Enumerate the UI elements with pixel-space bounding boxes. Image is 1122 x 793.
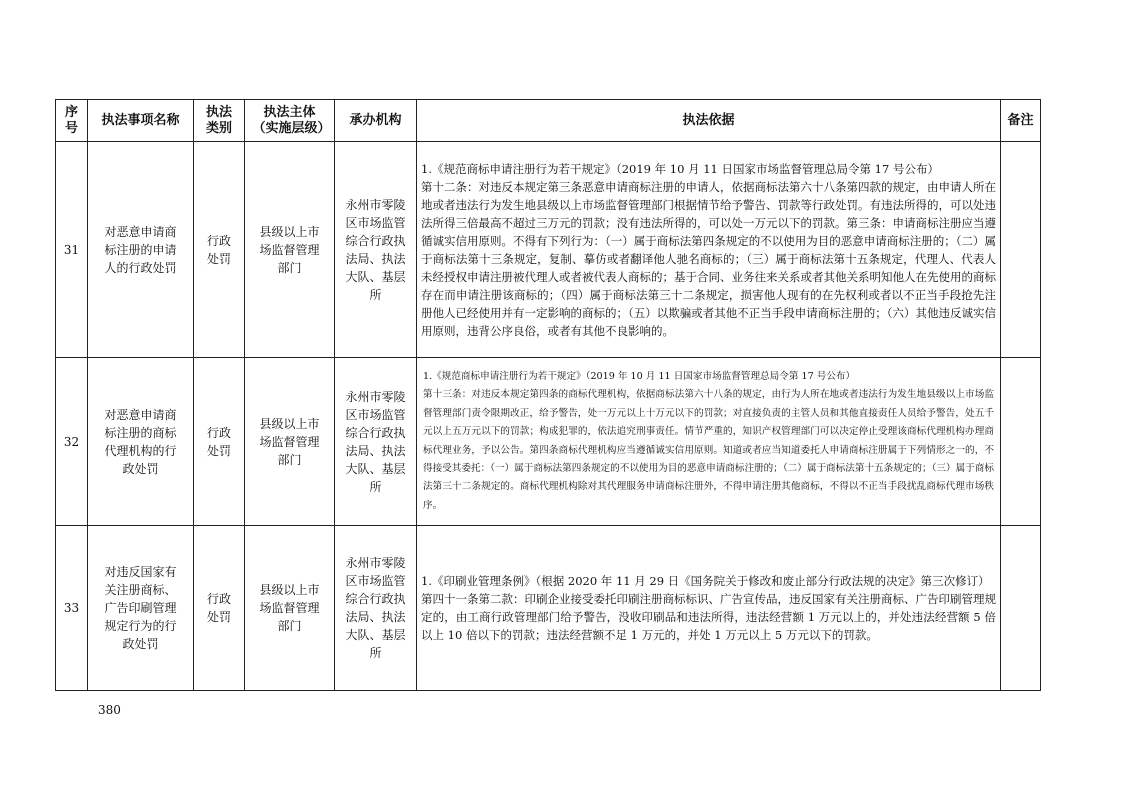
header-row (56, 100, 1041, 142)
row-no: 31 (56, 142, 88, 358)
basis-title: 1.《规范商标申请注册行为若干规定》（2019 年 10 月 11 日国家市场监督管理总局令第 17 号公布） (421, 161, 939, 176)
row-note (1001, 142, 1041, 358)
table-row (56, 142, 1041, 358)
row-name: 对违反国家有关注册商标、广告印刷管理规定行为的行政处罚 (88, 526, 194, 691)
basis-body: 第四十一条第二款：印刷企业接受委托印刷注册商标标识、广告宣传品，违反国家有关注册商标、广告印刷管理规定的，由工商行政管理部门给予警告，没收印刷品和违法所得，违法经营额 1 万元以上的，并处违法经营额 5 倍以上 10 倍以下的罚款；违法经营额不足 1 万元的，并处 1 万元以上 5 万元以下的罚款。 (421, 592, 996, 642)
row-type: 行政处罚 (194, 526, 245, 691)
page-number: 380 (98, 703, 121, 717)
header-name: 执法事项名称 (88, 100, 194, 142)
row-name: 对恶意申请商标注册的申请人的行政处罚 (88, 142, 194, 358)
row-subject: 县级以上市场监督管理部门 (245, 358, 335, 526)
row-basis (417, 358, 1001, 526)
row-no: 32 (56, 358, 88, 526)
row-org: 永州市零陵区市场监管综合行政执法局、执法大队、基层所 (335, 526, 417, 691)
basis-body: 第十二条：对违反本规定第三条恶意申请商标注册的申请人，依据商标法第六十八条第四款的规定，由申请人所在地或者违法行为发生地县级以上市场监督管理部门根据情节给予警告、罚款等行政处罚。有违法所得的，可以处违法所得三倍最高不超过三万元的罚款；没有违法所得的，可以处一万元以下的罚款。第三条：申请商标注册应当遵循诚实信用原则。不得有下列行为：（一）属于商标法第四条规定的不以使用为目的恶意申请商标注册的；（二）属于商标法第十三条规定，复制、摹仿或者翻译他人驰名商标的；（三）属于商标法第十五条规定，代理人、代表人未经授权申请注册被代理人或者被代表人商标的；基于合同、业务往来关系或者其他关系明知他人在先使用的商标存在而申请注册该商标的；（四）属于商标法第三十二条规定，损害他人现有的在先权利或者以不正当手段抢先注册他人已经使用并有一定影响的商标的；（五）以欺骗或者其他不正当手段申请商标注册的；（六）其他违反诚实信用原则，违背公序良俗，或者有其他不良影响的。 (421, 179, 996, 338)
header-note: 备注 (1001, 100, 1041, 142)
basis-body: 第十三条：对违反本规定第四条的商标代理机构，依据商标法第六十八条的规定，由行为人所在地或者违法行为发生地县级以上市场监督管理部门责令限期改正，给予警告，处一万元以上十万元以下的罚款；对直接负责的主管人员和其他直接责任人员给予警告，处五千元以上五万元以下的罚款；构成犯罪的，依法追究刑事责任。情节严重的，知识产权管理部门可以决定停止受理该商标代理机构办理商标代理业务，予以公告。第四条商标代理机构应当遵循诚实信用原则。知道或者应当知道委托人申请商标注册属于下列情形之一的，不得接受其委托：（一）属于商标法第四条规定的不以使用为目的恶意申请商标注册的；（二）属于商标法第十五条规定的；（三）属于商标法第三十二条规定的。商标代理机构除对其代理服务申请商标注册外，不得申请注册其他商标，不得以不正当手段扰乱商标代理市场秩序。 (423, 389, 994, 511)
header-org: 承办机构 (335, 100, 417, 142)
row-note (1001, 358, 1041, 526)
row-subject: 县级以上市场监督管理部门 (245, 526, 335, 691)
row-basis (417, 526, 1001, 691)
row-note (1001, 526, 1041, 691)
enforcement-table (55, 99, 1041, 691)
basis-title: 1.《印刷业管理条例》（根据 2020 年 11 月 29 日《国务院关于修改和废止部分行政法规的决定》第三次修订） (421, 574, 990, 588)
row-basis (417, 142, 1001, 358)
row-type: 行政处罚 (194, 142, 245, 358)
row-subject: 县级以上市场监督管理部门 (245, 142, 335, 358)
header-basis: 执法依据 (417, 100, 1001, 142)
header-subject: 执法主体（实施层级） (245, 100, 335, 142)
row-org: 永州市零陵区市场监管综合行政执法局、执法大队、基层所 (335, 142, 417, 358)
table-row (56, 358, 1041, 526)
header-type: 执法类别 (194, 100, 245, 142)
basis-title: 1.《规范商标申请注册行为若干规定》（2019 年 10 月 11 日国家市场监督管理总局令第 17 号公布） (423, 370, 856, 382)
row-no: 33 (56, 526, 88, 691)
header-no: 序号 (56, 100, 88, 142)
row-org: 永州市零陵区市场监管综合行政执法局、执法大队、基层所 (335, 358, 417, 526)
row-name: 对恶意申请商标注册的商标代理机构的行政处罚 (88, 358, 194, 526)
table-row (56, 526, 1041, 691)
row-type: 行政处罚 (194, 358, 245, 526)
